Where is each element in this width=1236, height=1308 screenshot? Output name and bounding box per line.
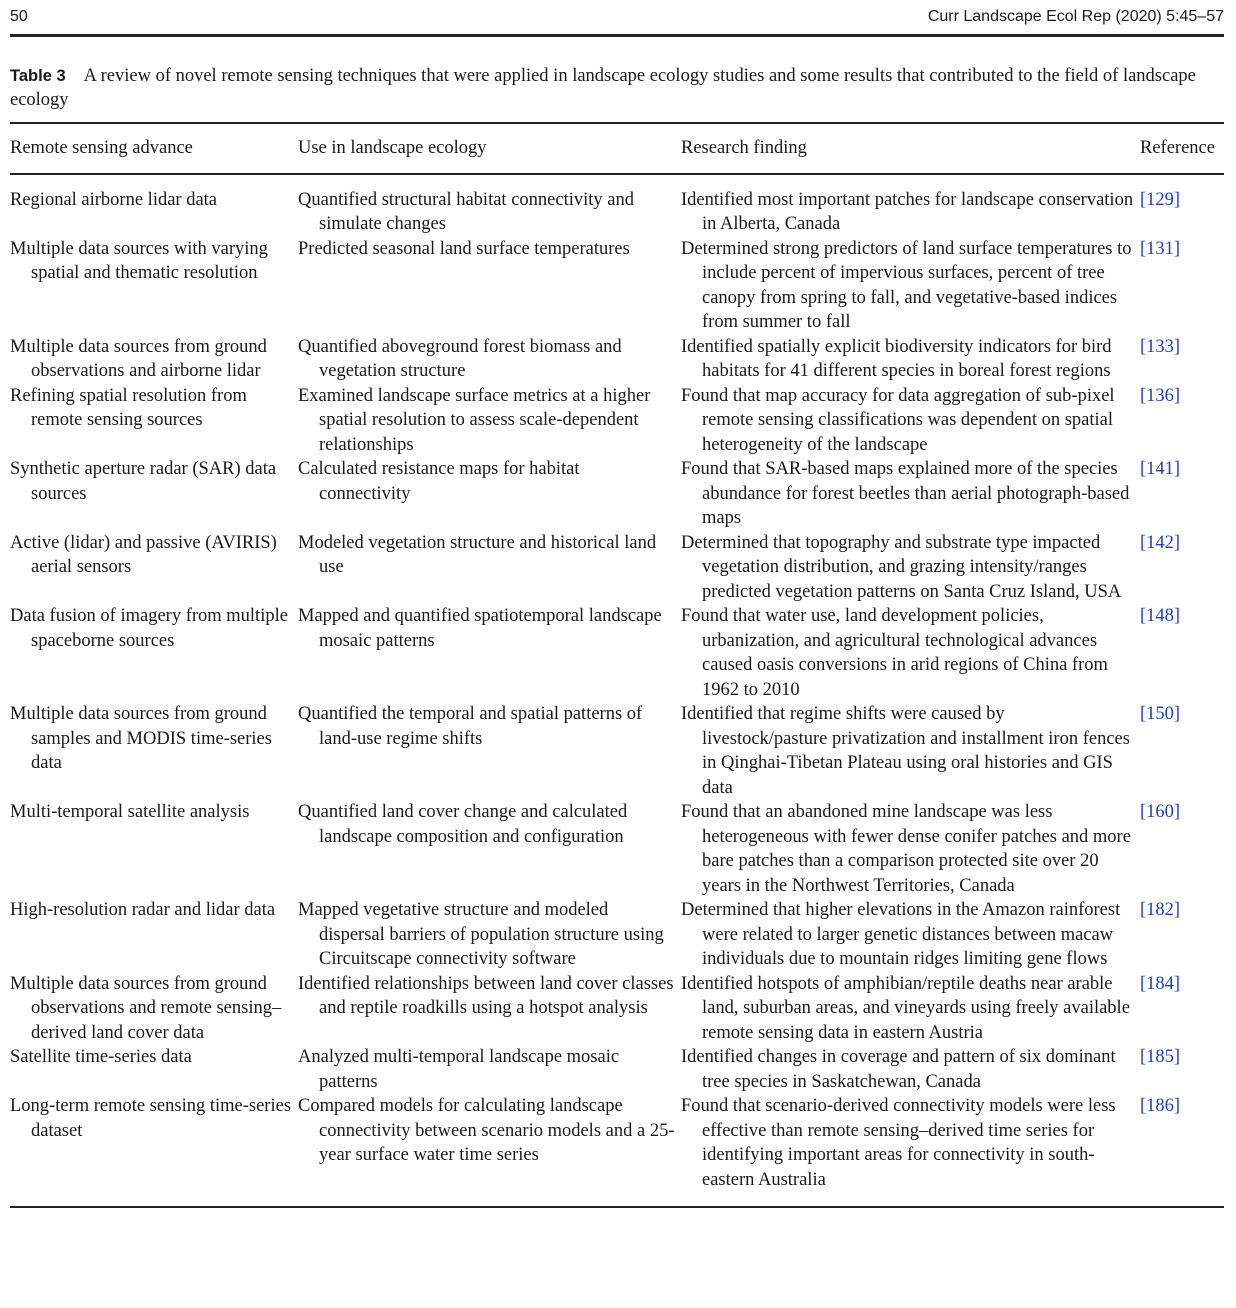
reference-link[interactable]: [136]: [1140, 385, 1181, 406]
cell-advance: Multiple data sources from ground observations and remote sensing–derived land cover data: [10, 973, 282, 1043]
table-body: [10, 174, 1224, 1208]
journal-citation: Curr Landscape Ecol Rep (2020) 5:45–57: [927, 8, 1224, 25]
cell-use: Predicted seasonal land surface temperatures: [298, 238, 630, 259]
cell-use: Calculated resistance maps for habitat connectivity: [298, 459, 580, 504]
column-header-advance: Remote sensing advance: [10, 138, 193, 158]
caption-text: A review of novel remote sensing techniques that were applied in landscape ecology studies and some results that contributed to the field of landscape ecology: [10, 66, 1196, 110]
table-row: [10, 898, 1224, 972]
column-header-finding: Research finding: [681, 138, 807, 158]
table-row: [10, 384, 1224, 458]
table-row: [10, 1045, 1224, 1094]
page: [10, 0, 1224, 1208]
cell-finding: Found that an abandoned mine landscape was less heterogeneous with fewer dense conifer patches and more bare patches than a comparison protected site over 20 years in the Northwest Territories, Canada: [681, 802, 1131, 896]
cell-finding: Identified changes in coverage and pattern of six dominant tree species in Saskatchewan, Canada: [681, 1047, 1116, 1092]
cell-reference: [1140, 1045, 1224, 1094]
cell-advance: Regional airborne lidar data: [10, 189, 218, 210]
table-row: [10, 604, 1224, 702]
reference-link[interactable]: [186]: [1140, 1096, 1181, 1116]
reference-link[interactable]: [131]: [1140, 238, 1181, 259]
table-caption: [10, 64, 1224, 112]
cell-advance: Active (lidar) and passive (AVIRIS) aerial sensors: [10, 532, 277, 577]
cell-use: Quantified aboveground forest biomass and vegetation structure: [298, 336, 622, 381]
column-header-use: Use in landscape ecology: [298, 138, 487, 158]
cell-finding: Found that water use, land development policies, urbanization, and agricultural technological advances caused oasis conversions in arid regions of China from 1962 to 2010: [681, 606, 1108, 700]
reference-link[interactable]: [150]: [1140, 704, 1181, 724]
cell-finding: Identified spatially explicit biodiversity indicators for bird habitats for 41 different species in boreal forest regions: [681, 336, 1112, 381]
table-row: [10, 702, 1224, 800]
cell-finding: Determined that topography and substrate type impacted vegetation distribution, and grazing intensity/ranges predicted vegetation patterns on Santa Cruz Island, USA: [681, 532, 1122, 602]
cell-use: Mapped vegetative structure and modeled dispersal barriers of population structure using Circuitscape connectivity software: [298, 900, 664, 969]
cell-reference: [1140, 531, 1224, 605]
cell-finding: Identified most important patches for landscape conservation in Alberta, Canada: [681, 189, 1134, 234]
cell-finding: Found that scenario-derived connectivity models were less effective than remote sensing–derived time series for identifying important areas for connectivity in south-eastern Australia: [681, 1096, 1116, 1190]
cell-advance: Long-term remote sensing time-series dataset: [10, 1096, 292, 1141]
cell-use: Quantified land cover change and calculated landscape composition and configuration: [298, 802, 628, 847]
cell-advance: Synthetic aperture radar (SAR) data sources: [10, 459, 277, 504]
reference-link[interactable]: [185]: [1140, 1047, 1181, 1067]
reference-link[interactable]: [141]: [1140, 459, 1181, 479]
page-number: 50: [10, 8, 28, 25]
cell-reference: [1140, 972, 1224, 1046]
cell-use: Mapped and quantified spatiotemporal landscape mosaic patterns: [298, 606, 662, 651]
cell-reference: [1140, 237, 1224, 335]
reference-link[interactable]: [184]: [1140, 973, 1181, 994]
cell-reference: [1140, 800, 1224, 898]
reference-link[interactable]: [129]: [1140, 189, 1181, 210]
table-row: [10, 531, 1224, 605]
cell-reference: [1140, 898, 1224, 972]
table-header-row: [10, 123, 1224, 174]
cell-advance: Data fusion of imagery from multiple spaceborne sources: [10, 606, 288, 651]
cell-advance: Refining spatial resolution from remote sensing sources: [10, 385, 247, 430]
cell-use: Compared models for calculating landscape connectivity between scenario models and a 25-year surface water time series: [298, 1096, 675, 1165]
cell-reference: [1140, 335, 1224, 384]
cell-finding: Identified that regime shifts were caused by livestock/pasture privatization and installment iron fences in Qinghai-Tibetan Plateau using oral histories and GIS data: [681, 704, 1130, 798]
cell-advance: Satellite time-series data: [10, 1047, 192, 1067]
reference-link[interactable]: [160]: [1140, 802, 1181, 822]
cell-advance: Multiple data sources from ground samples and MODIS time-series data: [10, 704, 272, 773]
cell-reference: [1140, 384, 1224, 458]
cell-advance: Multi-temporal satellite analysis: [10, 802, 250, 822]
reference-link[interactable]: [142]: [1140, 532, 1181, 553]
column-header-reference: Reference: [1140, 138, 1215, 158]
cell-finding: Determined strong predictors of land surface temperatures to include percent of impervious surfaces, percent of tree canopy from spring to fall, and vegetative-based indices from summer to fall: [681, 238, 1132, 332]
cell-advance: Multiple data sources from ground observations and airborne lidar: [10, 336, 267, 381]
cell-reference: [1140, 1094, 1224, 1207]
cell-reference: [1140, 702, 1224, 800]
cell-finding: Identified hotspots of amphibian/reptile deaths near arable land, suburban areas, and vineyards using freely available remote sensing data in eastern Austria: [681, 973, 1130, 1043]
header-rule: [10, 34, 1224, 37]
reference-link[interactable]: [148]: [1140, 606, 1181, 626]
cell-use: Quantified the temporal and spatial patterns of land-use regime shifts: [298, 704, 643, 749]
cell-use: Identified relationships between land cover classes and reptile roadkills using a hotspot analysis: [298, 973, 674, 1018]
table-row: [10, 800, 1224, 898]
cell-use: Analyzed multi-temporal landscape mosaic patterns: [298, 1047, 620, 1092]
cell-reference: [1140, 604, 1224, 702]
reference-link[interactable]: [133]: [1140, 336, 1181, 357]
cell-finding: Found that SAR-based maps explained more of the species abundance for forest beetles than aerial photograph-based maps: [681, 459, 1130, 528]
cell-finding: Determined that higher elevations in the Amazon rainforest were related to larger genetic distances between macaw individuals due to mountain ridges limiting gene flows: [681, 900, 1121, 969]
table-row: [10, 335, 1224, 384]
reference-link[interactable]: [182]: [1140, 900, 1181, 920]
running-head: [10, 0, 1224, 34]
table-label: Table 3: [10, 67, 66, 85]
table-row: [10, 457, 1224, 531]
cell-reference: [1140, 457, 1224, 531]
review-table: [10, 122, 1224, 1208]
cell-use: Examined landscape surface metrics at a higher spatial resolution to assess scale-dependent relationships: [298, 385, 651, 455]
cell-use: Quantified structural habitat connectivity and simulate changes: [298, 189, 634, 234]
table-row: [10, 1094, 1224, 1207]
table-row: [10, 972, 1224, 1046]
cell-reference: [1140, 174, 1224, 237]
cell-advance: Multiple data sources with varying spatial and thematic resolution: [10, 238, 268, 283]
cell-finding: Found that map accuracy for data aggregation of sub-pixel remote sensing classifications was dependent on spatial heterogeneity of the landscape: [681, 385, 1115, 455]
cell-use: Modeled vegetation structure and historical land use: [298, 532, 657, 577]
table-row: [10, 174, 1224, 237]
cell-advance: High-resolution radar and lidar data: [10, 900, 276, 920]
table-row: [10, 237, 1224, 335]
